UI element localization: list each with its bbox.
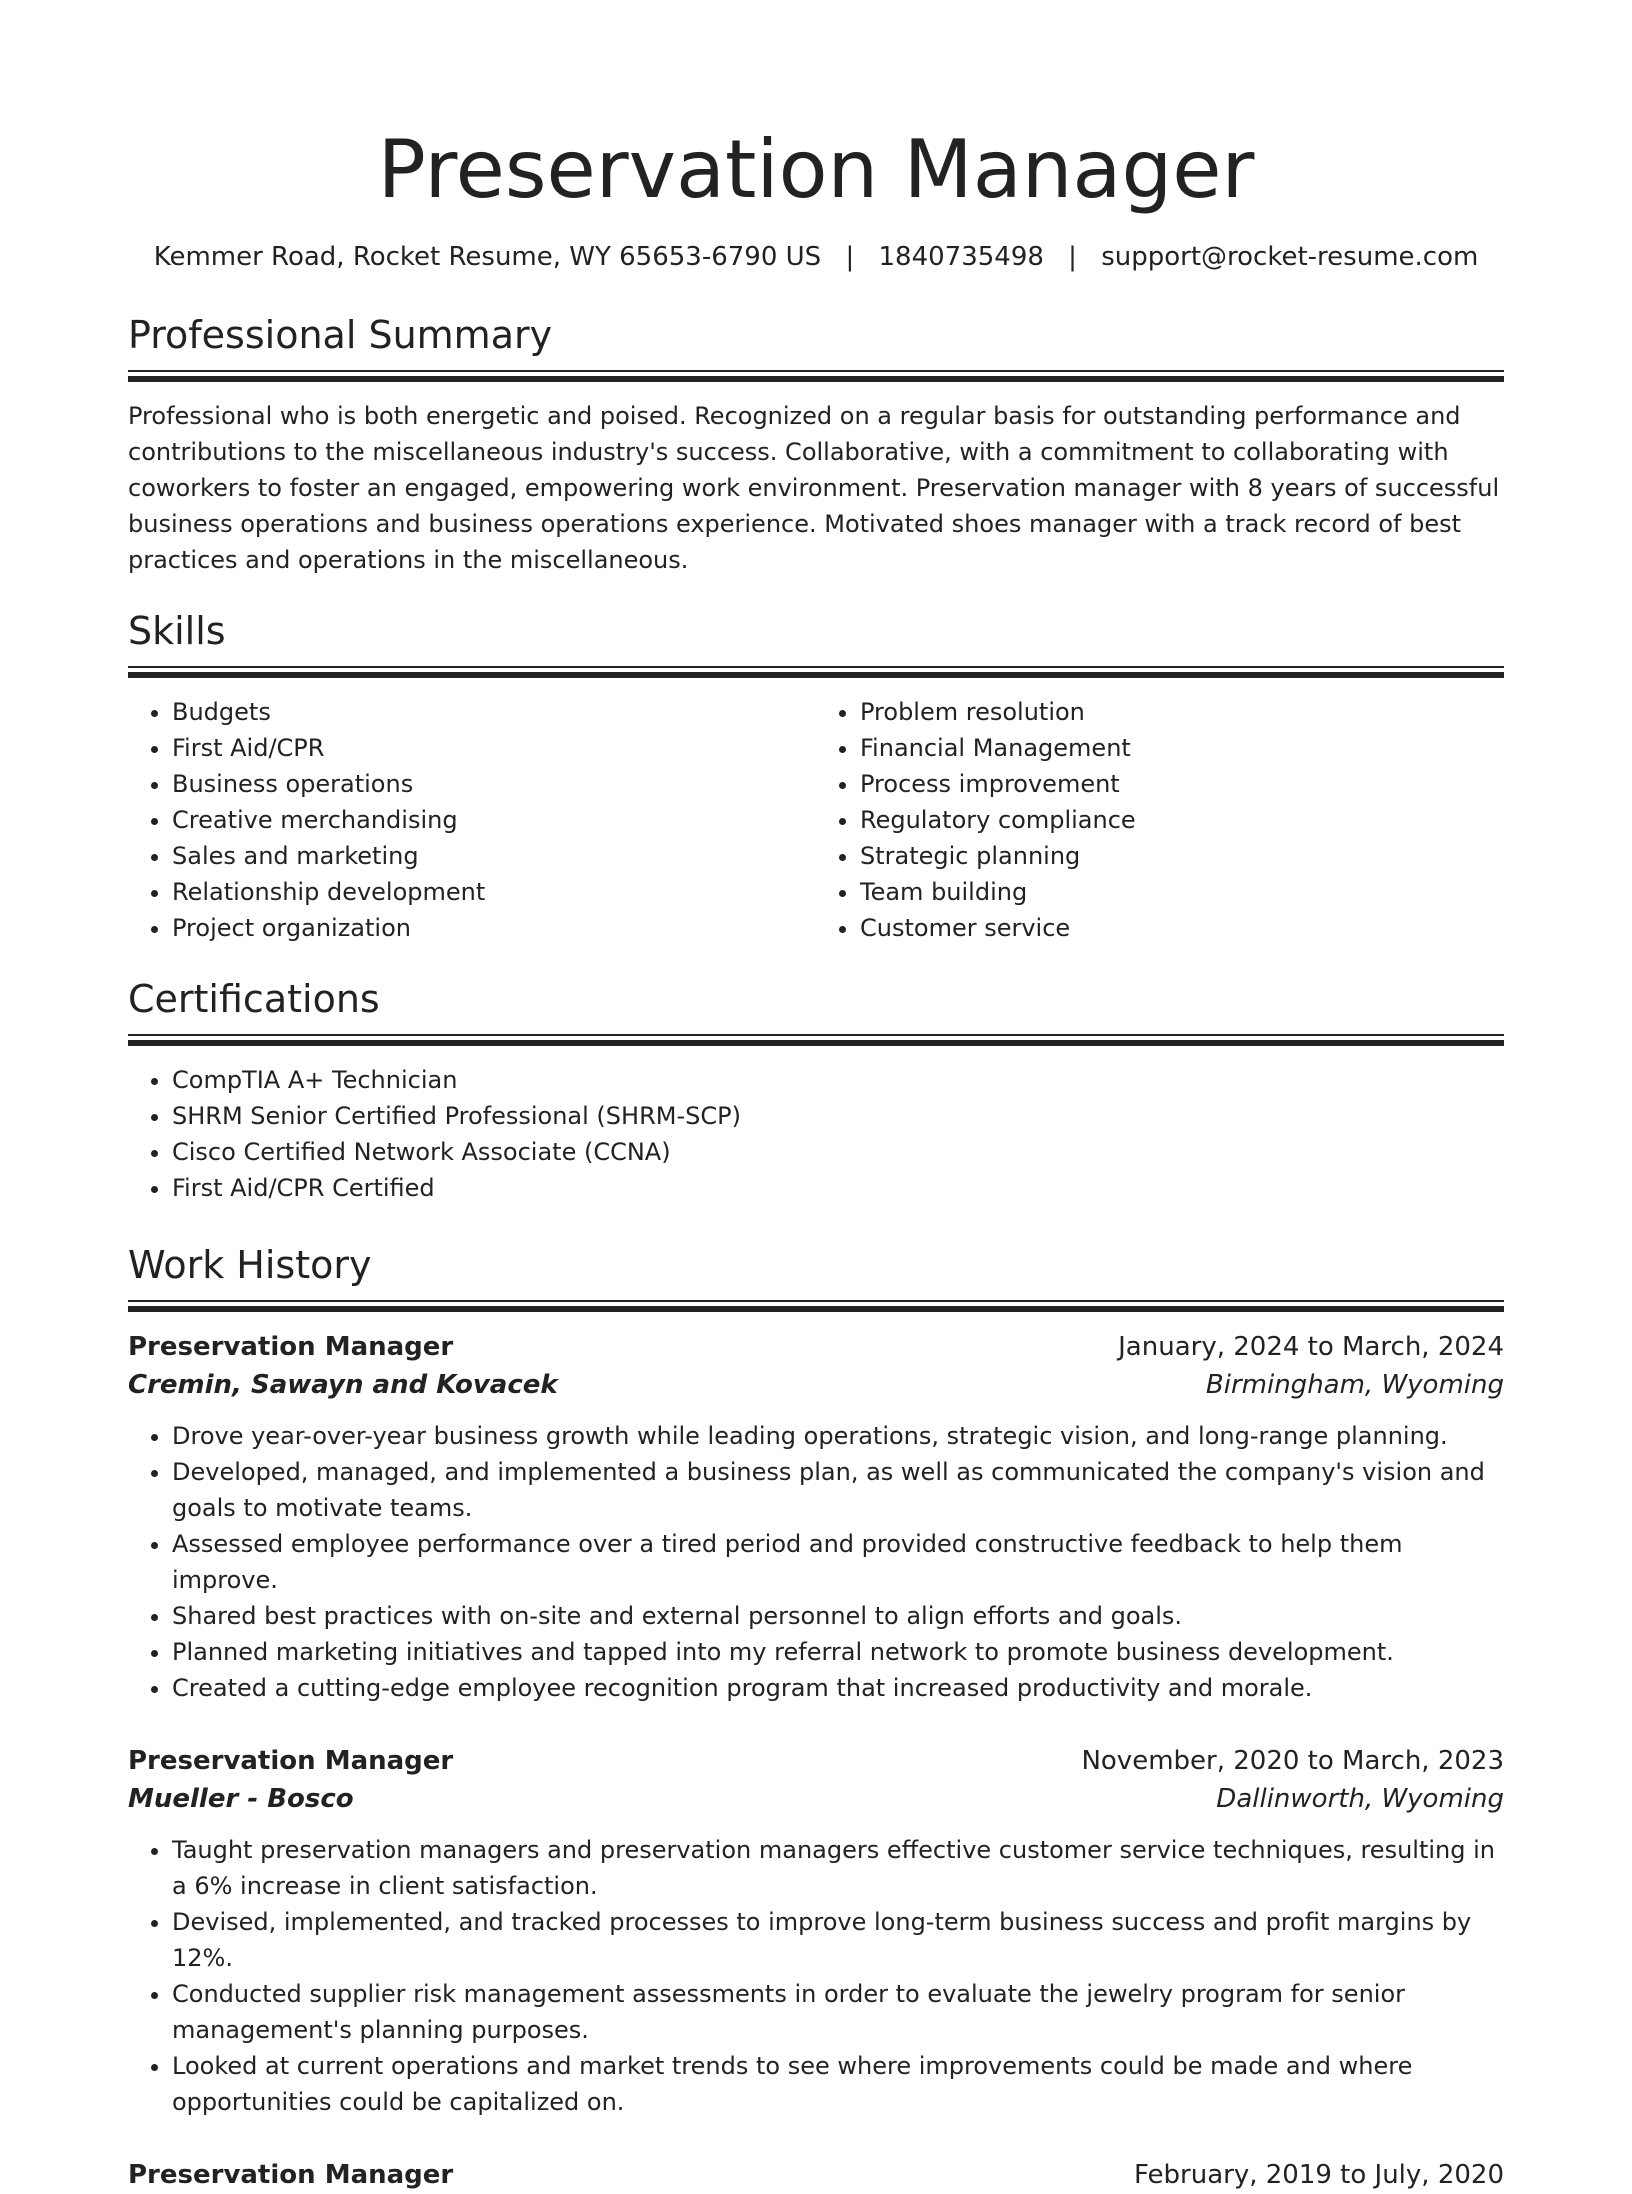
resume-page (128, 120, 1504, 2194)
skill-item: • Process improvement (860, 766, 1504, 802)
skill-item: • Business operations (172, 766, 816, 802)
job-entry (128, 1328, 1504, 1706)
summary-text: Professional who is both energetic and poised. Recognized on a regular basis for outstanding performance and contributions to the miscellaneous industry's success. Collaborative, with a commitment to collaborating with coworkers to foster an engaged, empowering work environment. Preservation manager with 8 years of successful business operations and business operations experience. Motivated shoes manager with a track record of best practices and operations in the miscellaneous. (128, 402, 1500, 574)
job-title: Preservation Manager (128, 1746, 454, 1776)
job-title: Preservation Manager (128, 1332, 454, 1362)
job-location: Birmingham, Wyoming (1205, 1370, 1504, 1400)
skills-list-left (128, 694, 816, 946)
job-bullet: • Devised, implemented, and tracked processes to improve long-term business success and profit margins by 12%. (172, 1904, 1504, 1976)
certification-item: • SHRM Senior Certified Professional (SHRM-SCP) (172, 1098, 1504, 1134)
certification-item: • First Aid/CPR Certified (172, 1170, 1504, 1206)
skills-grid (128, 694, 1504, 946)
skill-item: • Strategic planning (860, 838, 1504, 874)
skill-item: • First Aid/CPR (172, 730, 816, 766)
section-title-certifications: Certifications (128, 977, 380, 1021)
job-bullets (128, 1418, 1504, 1706)
job-entry (128, 2156, 1504, 2194)
job-company-row (128, 1780, 1504, 1818)
job-bullet: • Planned marketing initiatives and tapped into my referral network to promote business development. (172, 1634, 1504, 1670)
certifications-section (128, 974, 1504, 1206)
skill-item: • Regulatory compliance (860, 802, 1504, 838)
skill-item: • Problem resolution (860, 694, 1504, 730)
job-dates: February, 2019 to July, 2020 (1134, 2160, 1504, 2190)
job-bullet: • Drove year-over-year business growth while leading operations, strategic vision, and long-range planning. (172, 1418, 1504, 1454)
skill-item: • Team building (860, 874, 1504, 910)
contact-separator: | (845, 242, 855, 272)
section-title-summary: Professional Summary (128, 313, 553, 357)
job-header-row (128, 1742, 1504, 1780)
certifications-list (128, 1062, 1504, 1206)
section-title-skills: Skills (128, 609, 226, 653)
job-location: Dallinworth, Wyoming (1216, 1784, 1504, 1814)
job-bullet: • Shared best practices with on-site and external personnel to align efforts and goals. (172, 1598, 1504, 1634)
job-bullet: • Developed, managed, and implemented a business plan, as well as communicated the company's vision and goals to motivate teams. (172, 1454, 1504, 1526)
skill-item: • Relationship development (172, 874, 816, 910)
job-bullets (128, 1832, 1504, 2120)
certification-item: • Cisco Certified Network Associate (CCNA) (172, 1134, 1504, 1170)
job-company-row (128, 1366, 1504, 1404)
section-divider (128, 666, 1504, 678)
job-bullet: • Taught preservation managers and preservation managers effective customer service techniques, resulting in a 6% increase in client satisfaction. (172, 1832, 1504, 1904)
work-history-section (128, 1240, 1504, 2194)
section-divider (128, 1300, 1504, 1312)
job-bullet: • Conducted supplier risk management assessments in order to evaluate the jewelry program for senior management's planning purposes. (172, 1976, 1504, 2048)
address: Kemmer Road, Rocket Resume, WY 65653-6790 US (153, 242, 822, 272)
certification-item: • CompTIA A+ Technician (172, 1062, 1504, 1098)
job-dates: January, 2024 to March, 2024 (1118, 1332, 1504, 1362)
job-company: Cremin, Sawayn and Kovacek (128, 1370, 558, 1400)
summary-section (128, 310, 1504, 578)
skills-list-right (816, 694, 1504, 946)
job-bullet: • Looked at current operations and market trends to see where improvements could be made and where opportunities could be capitalized on. (172, 2048, 1504, 2120)
job-company: Mueller - Bosco (128, 1784, 354, 1814)
job-dates: November, 2020 to March, 2023 (1081, 1746, 1504, 1776)
candidate-name: Preservation Manager (377, 123, 1255, 216)
section-divider (128, 1034, 1504, 1046)
job-bullet: • Assessed employee performance over a tired period and provided constructive feedback to help them improve. (172, 1526, 1504, 1598)
contact-line (128, 238, 1504, 276)
skill-item: • Creative merchandising (172, 802, 816, 838)
job-header-row (128, 1328, 1504, 1366)
email-address: support@rocket-resume.com (1101, 242, 1479, 272)
skill-item: • Budgets (172, 694, 816, 730)
skill-item: • Financial Management (860, 730, 1504, 766)
skill-item: • Project organization (172, 910, 816, 946)
skills-section (128, 606, 1504, 946)
section-divider (128, 370, 1504, 382)
section-title-work-history: Work History (128, 1243, 372, 1287)
skill-item: • Sales and marketing (172, 838, 816, 874)
job-header-row (128, 2156, 1504, 2194)
job-title: Preservation Manager (128, 2160, 454, 2190)
phone-number: 1840735498 (878, 242, 1044, 272)
job-entry (128, 1742, 1504, 2120)
contact-separator: | (1068, 242, 1077, 272)
job-bullet: • Created a cutting-edge employee recognition program that increased productivity and morale. (172, 1670, 1504, 1706)
skill-item: • Customer service (860, 910, 1504, 946)
